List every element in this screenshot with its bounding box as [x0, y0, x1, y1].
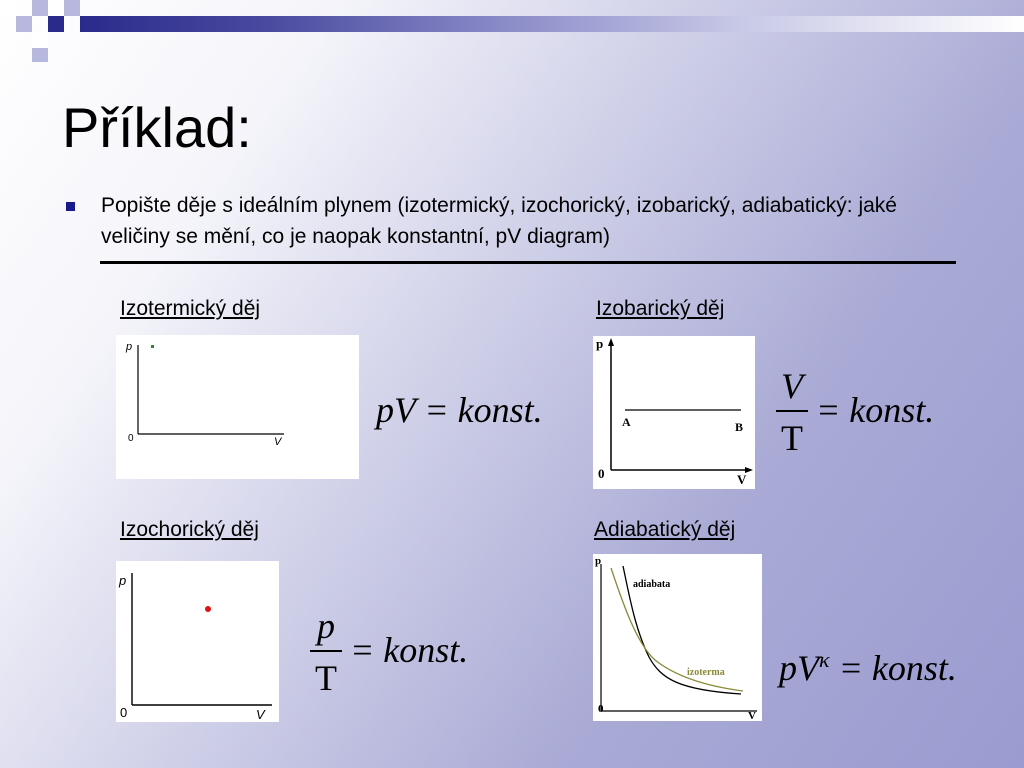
formula-exponent: κ: [819, 647, 830, 672]
axis-label-v: V: [748, 710, 756, 721]
decor-square-1: [0, 0, 16, 16]
caption-izobaricky: Izobarický děj: [596, 297, 725, 320]
point-b-label: B: [735, 420, 744, 434]
caption-izotermicky: Izotermický děj: [120, 297, 261, 320]
formula-izochoricky: [306, 606, 506, 702]
decor-square-2: [16, 16, 32, 32]
formula-rest: = konst.: [350, 630, 469, 670]
axis-label-v: V: [274, 436, 282, 448]
y-arrow-icon: [608, 338, 614, 346]
graph-izochoricky: [116, 561, 279, 722]
axis-label-v: V: [737, 472, 747, 487]
axis-label-p: p: [596, 336, 604, 351]
bullet-text: Popište děje s ideálním plynem (izotermický, izochorický, izobarický, adiabatický: jaké veličiny se mění, co je naopak konstantní, pV diagram): [101, 194, 897, 248]
point-a-label: A: [622, 415, 631, 429]
decor-square-5: [32, 32, 48, 48]
caption-izochoricky: Izochorický děj: [120, 518, 259, 541]
formula-base: pV: [779, 648, 819, 688]
fraction-bar: [776, 410, 808, 412]
slide-title: Příklad:: [62, 96, 252, 159]
decor-square-7: [64, 0, 80, 16]
formula-rest: = konst.: [816, 390, 935, 430]
decor-band: [80, 16, 1024, 32]
state-point: [151, 345, 154, 348]
axis-label-p: p: [126, 341, 133, 353]
origin-label: 0: [128, 433, 134, 444]
axis-label-p: p: [595, 555, 602, 567]
decor-square-8: [32, 48, 48, 62]
formula-denominator: T: [315, 658, 337, 698]
fraction-bar: [310, 650, 342, 652]
izoterma-label: izoterma: [687, 667, 725, 678]
origin-label: 0: [120, 705, 128, 720]
formula-denominator: T: [781, 418, 803, 458]
state-point: [205, 606, 211, 612]
decor-square-4: [48, 16, 64, 32]
formula-rest: = konst.: [829, 648, 957, 688]
axis-label-p: p: [119, 573, 127, 588]
bullet-square-icon: [66, 202, 75, 211]
formula-adiabaticky: [779, 640, 957, 688]
graph-adiabaticky: [593, 554, 762, 721]
origin-label: 0: [598, 703, 604, 715]
origin-label: 0: [598, 466, 605, 481]
formula-numerator: V: [781, 366, 803, 406]
graph-izotermicky: [116, 335, 359, 479]
formula-izotermicky: pV = konst.: [376, 390, 543, 430]
decor-square-6: [48, 0, 64, 16]
formula-izobaricky: [772, 366, 972, 462]
adiabata-label: adiabata: [633, 579, 671, 590]
caption-adiabaticky: Adiabatický děj: [594, 518, 736, 541]
formula-numerator: p: [317, 606, 335, 646]
decor-square-3: [32, 0, 48, 16]
divider-rule: [100, 261, 956, 264]
graph-izobaricky: [593, 336, 755, 489]
axis-label-v: V: [256, 707, 265, 722]
